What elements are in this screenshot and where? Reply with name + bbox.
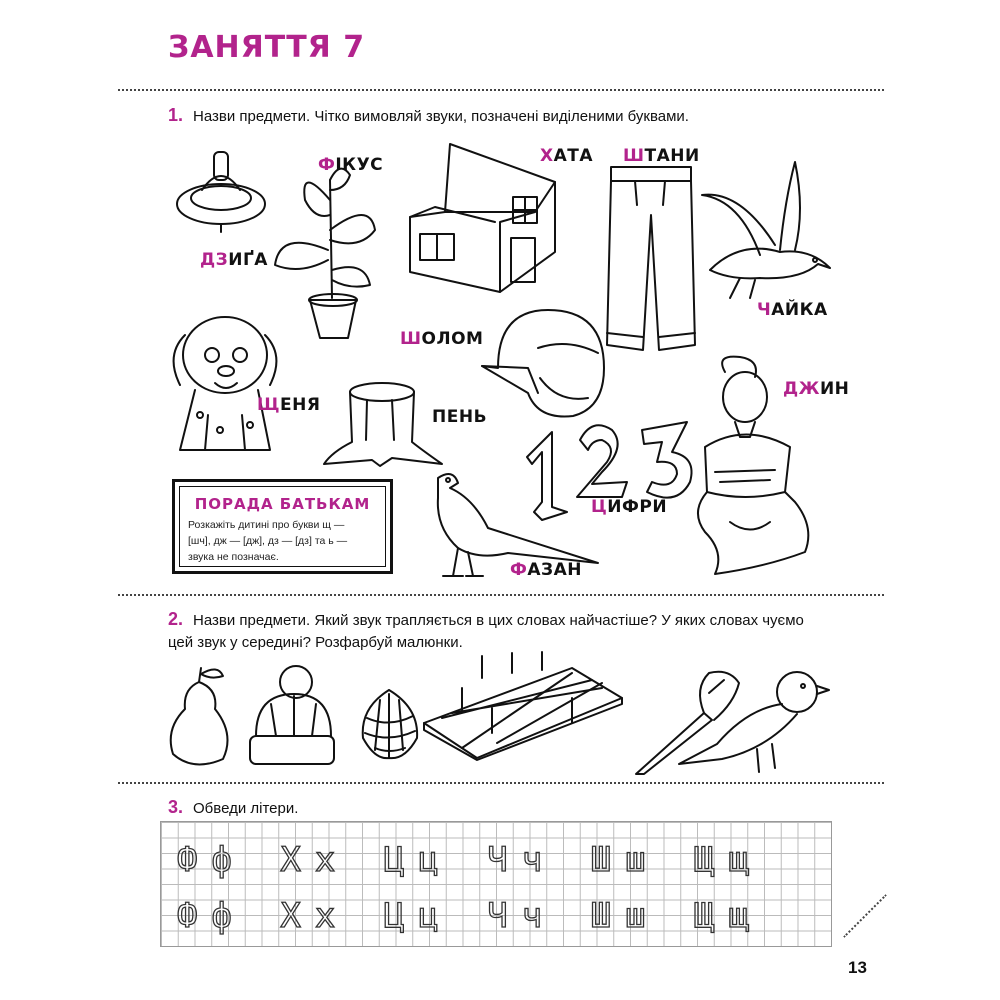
task2-number: 2. [168,609,184,629]
chess-board-icon [422,648,624,760]
tip-line-1: Розкажіть дитині про букви щ — [188,519,345,531]
task3-number: 3. [168,797,184,817]
label-fazan: ФАЗАН [510,560,582,580]
label-shchenia: ЩЕНЯ [257,395,321,415]
task1-number: 1. [168,105,184,125]
section-divider [118,89,884,91]
task1-instruction [168,104,689,128]
task3-instruction [168,796,298,820]
label-chaika: ЧАЙКА [757,300,828,320]
label-dzhyn: ДЖИН [783,379,850,399]
task2-text-line1: Назви предмети. Який звук трапляється в цих словах найчастіше? У яких словах чуємо [193,612,804,629]
handwriting-grid [160,821,832,947]
label-khata: ХАТА [540,146,594,166]
winter-hat-icon [246,664,336,769]
page-corner-fold [843,894,887,938]
task3-text: Обведи літери. [193,800,299,817]
tip-line-2: [шч], дж — [дж], дз — [дз] та ь — [188,535,348,547]
pine-cone-icon [355,688,423,760]
label-dzyga: ДЗИҐА [200,250,268,270]
trace-row-2[interactable]: Фф Хх Цц Чч Шш Щщ [177,896,763,936]
tip-inner-frame [179,486,386,567]
label-shtany: ШТАНИ [623,146,700,166]
task1-text: Назви предмети. Чітко вимовляй звуки, позначені виділеними буквами. [193,108,689,125]
trace-row-1[interactable]: Фф Хх Цц Чч Шш Щщ [177,840,763,880]
tip-title: ПОРАДА БАТЬКАМ [194,495,371,513]
section-divider [118,782,884,784]
label-fikus: ФІКУС [318,155,384,175]
trousers-icon [605,165,697,355]
tip-text [188,517,377,565]
page-number: 13 [848,958,867,977]
bird-icon [677,664,832,776]
label-pen: ПЕНЬ [432,407,488,427]
pear-icon [163,664,235,769]
spinning-top-icon [172,142,270,234]
helmet-icon [478,308,606,420]
label-tsyfry: ЦИФРИ [591,497,668,517]
label-sholom: ШОЛОМ [400,329,484,349]
puppy-icon [160,305,288,455]
stump-icon [322,380,444,468]
section-divider [118,594,884,596]
tip-line-3: звука не позначає. [188,551,279,563]
task2-text-line2: цей звук у середині? Розфарбуй малюнки. [168,634,463,651]
seagull-icon [700,160,835,300]
lesson-title: ЗАНЯТТЯ 7 [168,30,366,65]
parent-tip-box [172,479,393,574]
